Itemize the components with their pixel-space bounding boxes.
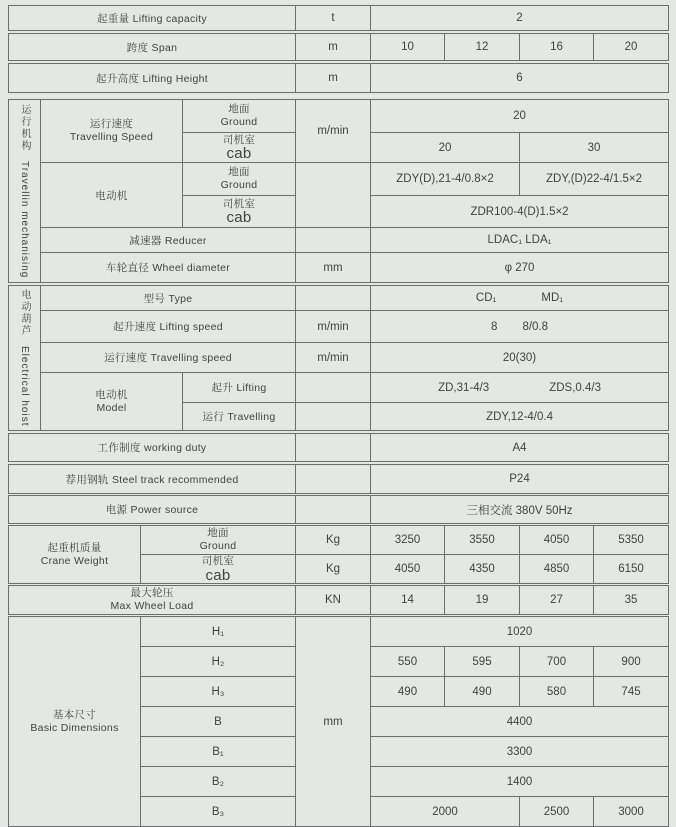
- crane-weight-label-en: Crane Weight: [40, 554, 109, 567]
- dim-h2-label: H₂: [141, 647, 296, 677]
- travelling-speed-cab-value-1: 20: [371, 133, 520, 163]
- lifting-capacity-value: 2: [371, 6, 669, 31]
- travelling-speed-ground-label: [183, 100, 296, 133]
- dim-b3-label: B₃: [141, 797, 296, 827]
- span-row: [9, 34, 669, 61]
- basic-dimensions-label-cn: 基本尺寸: [52, 708, 97, 721]
- hoist-motor-lifting-row: [9, 373, 669, 403]
- hoist-motor-travelling-value: ZDY,12-4/0.4: [371, 403, 669, 431]
- crane-weight-ground-value-3: 4050: [520, 526, 594, 555]
- hoist-lifting-speed-label-cn: 起升速度: [113, 321, 157, 333]
- max-wheel-load-label-en: Max Wheel Load: [110, 600, 194, 612]
- travelling-mechanism-group-label: [9, 100, 41, 283]
- dim-h1-value: 1020: [371, 617, 669, 647]
- power-source-label-en: Power source: [130, 504, 199, 516]
- span-band: [8, 33, 669, 61]
- dim-b3-value-3: 2500: [520, 797, 594, 827]
- steel-track-value: P24: [371, 465, 669, 494]
- hoist-travelling-speed-label-cn: 运行速度: [104, 352, 148, 364]
- hoist-type-label: [41, 286, 296, 311]
- hoist-lifting-speed-label-en: Lifting speed: [159, 321, 223, 333]
- crane-weight-cab-unit: Kg: [296, 555, 371, 584]
- lifting-height-band: [8, 63, 669, 93]
- steel-track-unit: [296, 465, 371, 494]
- max-wheel-load-label: [9, 586, 296, 615]
- wheel-diameter-label-en: Wheel diameter: [152, 262, 231, 274]
- hoist-travelling-speed-row: [9, 343, 669, 373]
- working-duty-label-cn: 工作制度: [97, 442, 141, 454]
- hoist-motor-label-cn: 电动机: [95, 388, 128, 401]
- max-wheel-load-value-4: 35: [594, 586, 669, 615]
- hoist-type-value-2: MD₁: [541, 292, 564, 304]
- dim-h2-value-2: 595: [445, 647, 520, 677]
- wheel-diameter-value: φ 270: [371, 253, 669, 283]
- max-wheel-load-unit: KN: [296, 586, 371, 615]
- hoist-type-row: [9, 286, 669, 311]
- crane-weight-cab-value-1: 4050: [371, 555, 445, 584]
- working-duty-unit: [296, 434, 371, 462]
- span-label: [9, 34, 296, 61]
- hoist-motor-lifting-unit: [296, 373, 371, 403]
- travelling-speed-cab-label: [183, 133, 296, 163]
- basic-dimensions-label: [9, 617, 141, 827]
- tm-motor-cab-label: [183, 196, 296, 228]
- span-value-2: 12: [445, 34, 520, 61]
- dim-h3-value-4: 745: [594, 677, 669, 707]
- dim-h3-value-3: 580: [520, 677, 594, 707]
- lifting-capacity-label: [9, 6, 296, 31]
- travelling-speed-ground-row: [9, 100, 669, 133]
- hoist-type-value: [371, 286, 669, 311]
- crane-weight-label-cn: 起重机质量: [47, 541, 102, 554]
- ground-label-cn: 地面: [228, 166, 250, 179]
- cab-label-cn: 司机室: [222, 197, 256, 210]
- tm-motor-ground-row: [9, 163, 669, 196]
- power-source-value: 三相交流 380V 50Hz: [371, 496, 669, 524]
- hoist-motor-lifting-value-2: ZDS,0.4/3: [549, 381, 601, 394]
- hoist-lifting-speed-value: [371, 311, 669, 343]
- hoist-type-label-cn: 型号: [143, 292, 166, 305]
- dim-b2-label: B₂: [141, 767, 296, 797]
- ground-label-cn: 地面: [207, 527, 229, 540]
- travelling-speed-cab-value-2: 30: [520, 133, 669, 163]
- hoist-motor-travelling-label: [183, 403, 296, 431]
- electric-hoist-group-cn: 电动葫芦: [19, 289, 30, 338]
- basic-dimensions-label-en: Basic Dimensions: [30, 721, 119, 734]
- hoist-motor-label: [41, 373, 183, 431]
- tm-motor-label: 电动机: [41, 163, 183, 228]
- ground-label-en: Ground: [199, 540, 237, 552]
- crane-weight-ground-value-2: 3550: [445, 526, 520, 555]
- reducer-label-cn: 减速器: [129, 234, 162, 247]
- hoist-motor-lifting-value: [371, 373, 669, 403]
- travelling-speed-label-en: Travelling Speed: [69, 131, 154, 143]
- dim-h3-value-1: 490: [371, 677, 445, 707]
- crane-weight-ground-unit: Kg: [296, 526, 371, 555]
- lifting-capacity-label-en: Lifting capacity: [132, 12, 207, 25]
- lifting-height-row: [9, 64, 669, 93]
- lifting-height-value: 6: [371, 64, 669, 93]
- power-source-row: [9, 496, 669, 524]
- travelling-mechanism-group-en: Travellin mechanising: [19, 160, 30, 279]
- tm-motor-ground-value-1: ZDY(D),21-4/0.8×2: [371, 163, 520, 196]
- lifting-capacity-band: [8, 5, 669, 31]
- hoist-travelling-speed-label: [41, 343, 296, 373]
- dim-b1-value: 3300: [371, 737, 669, 767]
- dim-b3-value-12: 2000: [371, 797, 520, 827]
- hoist-type-label-en: Type: [168, 292, 193, 305]
- cab-label-en: cab: [226, 209, 252, 227]
- wheel-diameter-label: [41, 253, 296, 283]
- hoist-travelling-speed-value: 20(30): [371, 343, 669, 373]
- tm-motor-cab-value: ZDR100-4(D)1.5×2: [371, 196, 669, 228]
- dim-b-value: 4400: [371, 707, 669, 737]
- hoist-motor-label-en: Model: [96, 401, 127, 414]
- lifting-height-label-en: Lifting Height: [142, 72, 208, 85]
- span-value-1: 10: [371, 34, 445, 61]
- dim-b1-label: B₁: [141, 737, 296, 767]
- steel-track-band: [8, 464, 669, 494]
- dim-h2-value-1: 550: [371, 647, 445, 677]
- crane-weight-ground-row: [9, 526, 669, 555]
- hoist-travelling-speed-unit: m/min: [296, 343, 371, 373]
- hoist-motor-lifting-value-1: ZD,31-4/3: [438, 381, 490, 394]
- working-duty-value: A4: [371, 434, 669, 462]
- hoist-type-unit: [296, 286, 371, 311]
- travelling-speed-label-cn: 运行速度: [89, 118, 134, 131]
- hoist-travelling-speed-label-en: Travelling speed: [150, 352, 232, 364]
- power-source-label-cn: 电源: [105, 504, 128, 516]
- travelling-speed-ground-value: 20: [371, 100, 669, 133]
- electric-hoist-band: [8, 285, 669, 431]
- dim-h2-value-3: 700: [520, 647, 594, 677]
- span-label-en: Span: [151, 41, 178, 54]
- ground-label-en: Ground: [220, 116, 258, 128]
- travelling-speed-label: [41, 100, 183, 163]
- crane-weight-ground-value-1: 3250: [371, 526, 445, 555]
- working-duty-band: [8, 433, 669, 462]
- wheel-diameter-row: [9, 253, 669, 283]
- hoist-type-value-1: CD₁: [475, 292, 497, 304]
- cab-label-en: cab: [226, 145, 252, 163]
- crane-weight-ground-label: [141, 526, 296, 555]
- hoist-lifting-speed-label: [41, 311, 296, 343]
- lifting-height-unit: m: [296, 64, 371, 93]
- lifting-capacity-label-cn: 起重量: [97, 12, 130, 25]
- crane-weight-ground-value-4: 5350: [594, 526, 669, 555]
- max-wheel-load-label-cn: 最大轮压: [130, 587, 174, 600]
- crane-weight-cab-value-2: 4350: [445, 555, 520, 584]
- dim-b-label: B: [141, 707, 296, 737]
- max-wheel-load-value-3: 27: [520, 586, 594, 615]
- power-source-label: [9, 496, 296, 524]
- electric-hoist-group-en: Electrical hoist: [19, 346, 30, 427]
- wheel-diameter-label-cn: 车轮直径: [105, 262, 150, 274]
- steel-track-label-cn: 荐用钢轨: [65, 473, 109, 486]
- basic-dimensions-unit: mm: [296, 617, 371, 827]
- lifting-height-label-cn: 起升高度: [96, 72, 140, 85]
- power-source-band: [8, 495, 669, 524]
- ground-label-en: Ground: [220, 179, 258, 191]
- dim-h2-value-4: 900: [594, 647, 669, 677]
- hoist-motor-travelling-unit: [296, 403, 371, 431]
- travelling-mechanism-group-cn: 运行机构: [19, 103, 30, 152]
- dim-b3-value-4: 3000: [594, 797, 669, 827]
- crane-weight-cab-label: [141, 555, 296, 584]
- hoist-motor-lifting-label-en: Lifting: [236, 382, 267, 394]
- reducer-value: LDAC₁ LDA₁: [371, 228, 669, 253]
- span-value-4: 20: [594, 34, 669, 61]
- lifting-capacity-row: [9, 6, 669, 31]
- crane-weight-label: [9, 526, 141, 584]
- max-wheel-load-value-1: 14: [371, 586, 445, 615]
- hoist-lifting-speed-unit: m/min: [296, 311, 371, 343]
- dim-b2-value: 1400: [371, 767, 669, 797]
- travelling-speed-unit: m/min: [296, 100, 371, 163]
- steel-track-label: [9, 465, 296, 494]
- dim-h1-label: H₁: [141, 617, 296, 647]
- lifting-capacity-unit: t: [296, 6, 371, 31]
- span-unit: m: [296, 34, 371, 61]
- hoist-lifting-speed-row: [9, 311, 669, 343]
- cab-label-en: cab: [205, 566, 231, 584]
- wheel-diameter-unit: mm: [296, 253, 371, 283]
- span-label-cn: 跨度: [126, 41, 149, 54]
- steel-track-row: [9, 465, 669, 494]
- span-value-3: 16: [520, 34, 594, 61]
- cab-label-cn: 司机室: [222, 133, 256, 146]
- reducer-label: [41, 228, 296, 253]
- dim-h1-row: [9, 617, 669, 647]
- hoist-motor-lifting-label-cn: 起升: [211, 382, 234, 394]
- working-duty-label-en: working duty: [143, 442, 207, 454]
- tm-motor-unit: [296, 163, 371, 228]
- hoist-motor-travelling-label-en: Travelling: [227, 411, 276, 423]
- basic-dimensions-band: [8, 616, 669, 827]
- dim-h3-label: H₃: [141, 677, 296, 707]
- reducer-label-en: Reducer: [164, 234, 207, 247]
- electric-hoist-group-label: [9, 286, 41, 431]
- working-duty-label: [9, 434, 296, 462]
- crane-weight-cab-value-3: 4850: [520, 555, 594, 584]
- steel-track-label-en: Steel track recommended: [111, 473, 239, 486]
- cab-label-cn: 司机室: [201, 555, 235, 568]
- crane-weight-band: [8, 525, 669, 584]
- hoist-motor-lifting-label: [183, 373, 296, 403]
- max-wheel-load-value-2: 19: [445, 586, 520, 615]
- lifting-height-label: [9, 64, 296, 93]
- ground-label-cn: 地面: [228, 103, 250, 116]
- tm-motor-ground-label: [183, 163, 296, 196]
- max-wheel-load-band: [8, 585, 669, 615]
- hoist-lifting-speed-value-2: 8/0.8: [522, 320, 549, 333]
- reducer-row: [9, 228, 669, 253]
- travelling-mechanism-band: [8, 99, 669, 283]
- hoist-motor-travelling-label-cn: 运行: [202, 411, 225, 423]
- reducer-unit: [296, 228, 371, 253]
- crane-weight-cab-value-4: 6150: [594, 555, 669, 584]
- tm-motor-ground-value-2: ZDY,(D)22-4/1.5×2: [520, 163, 669, 196]
- max-wheel-load-row: [9, 586, 669, 615]
- power-source-unit: [296, 496, 371, 524]
- dim-h3-value-2: 490: [445, 677, 520, 707]
- hoist-lifting-speed-value-1: 8: [491, 320, 498, 333]
- working-duty-row: [9, 434, 669, 462]
